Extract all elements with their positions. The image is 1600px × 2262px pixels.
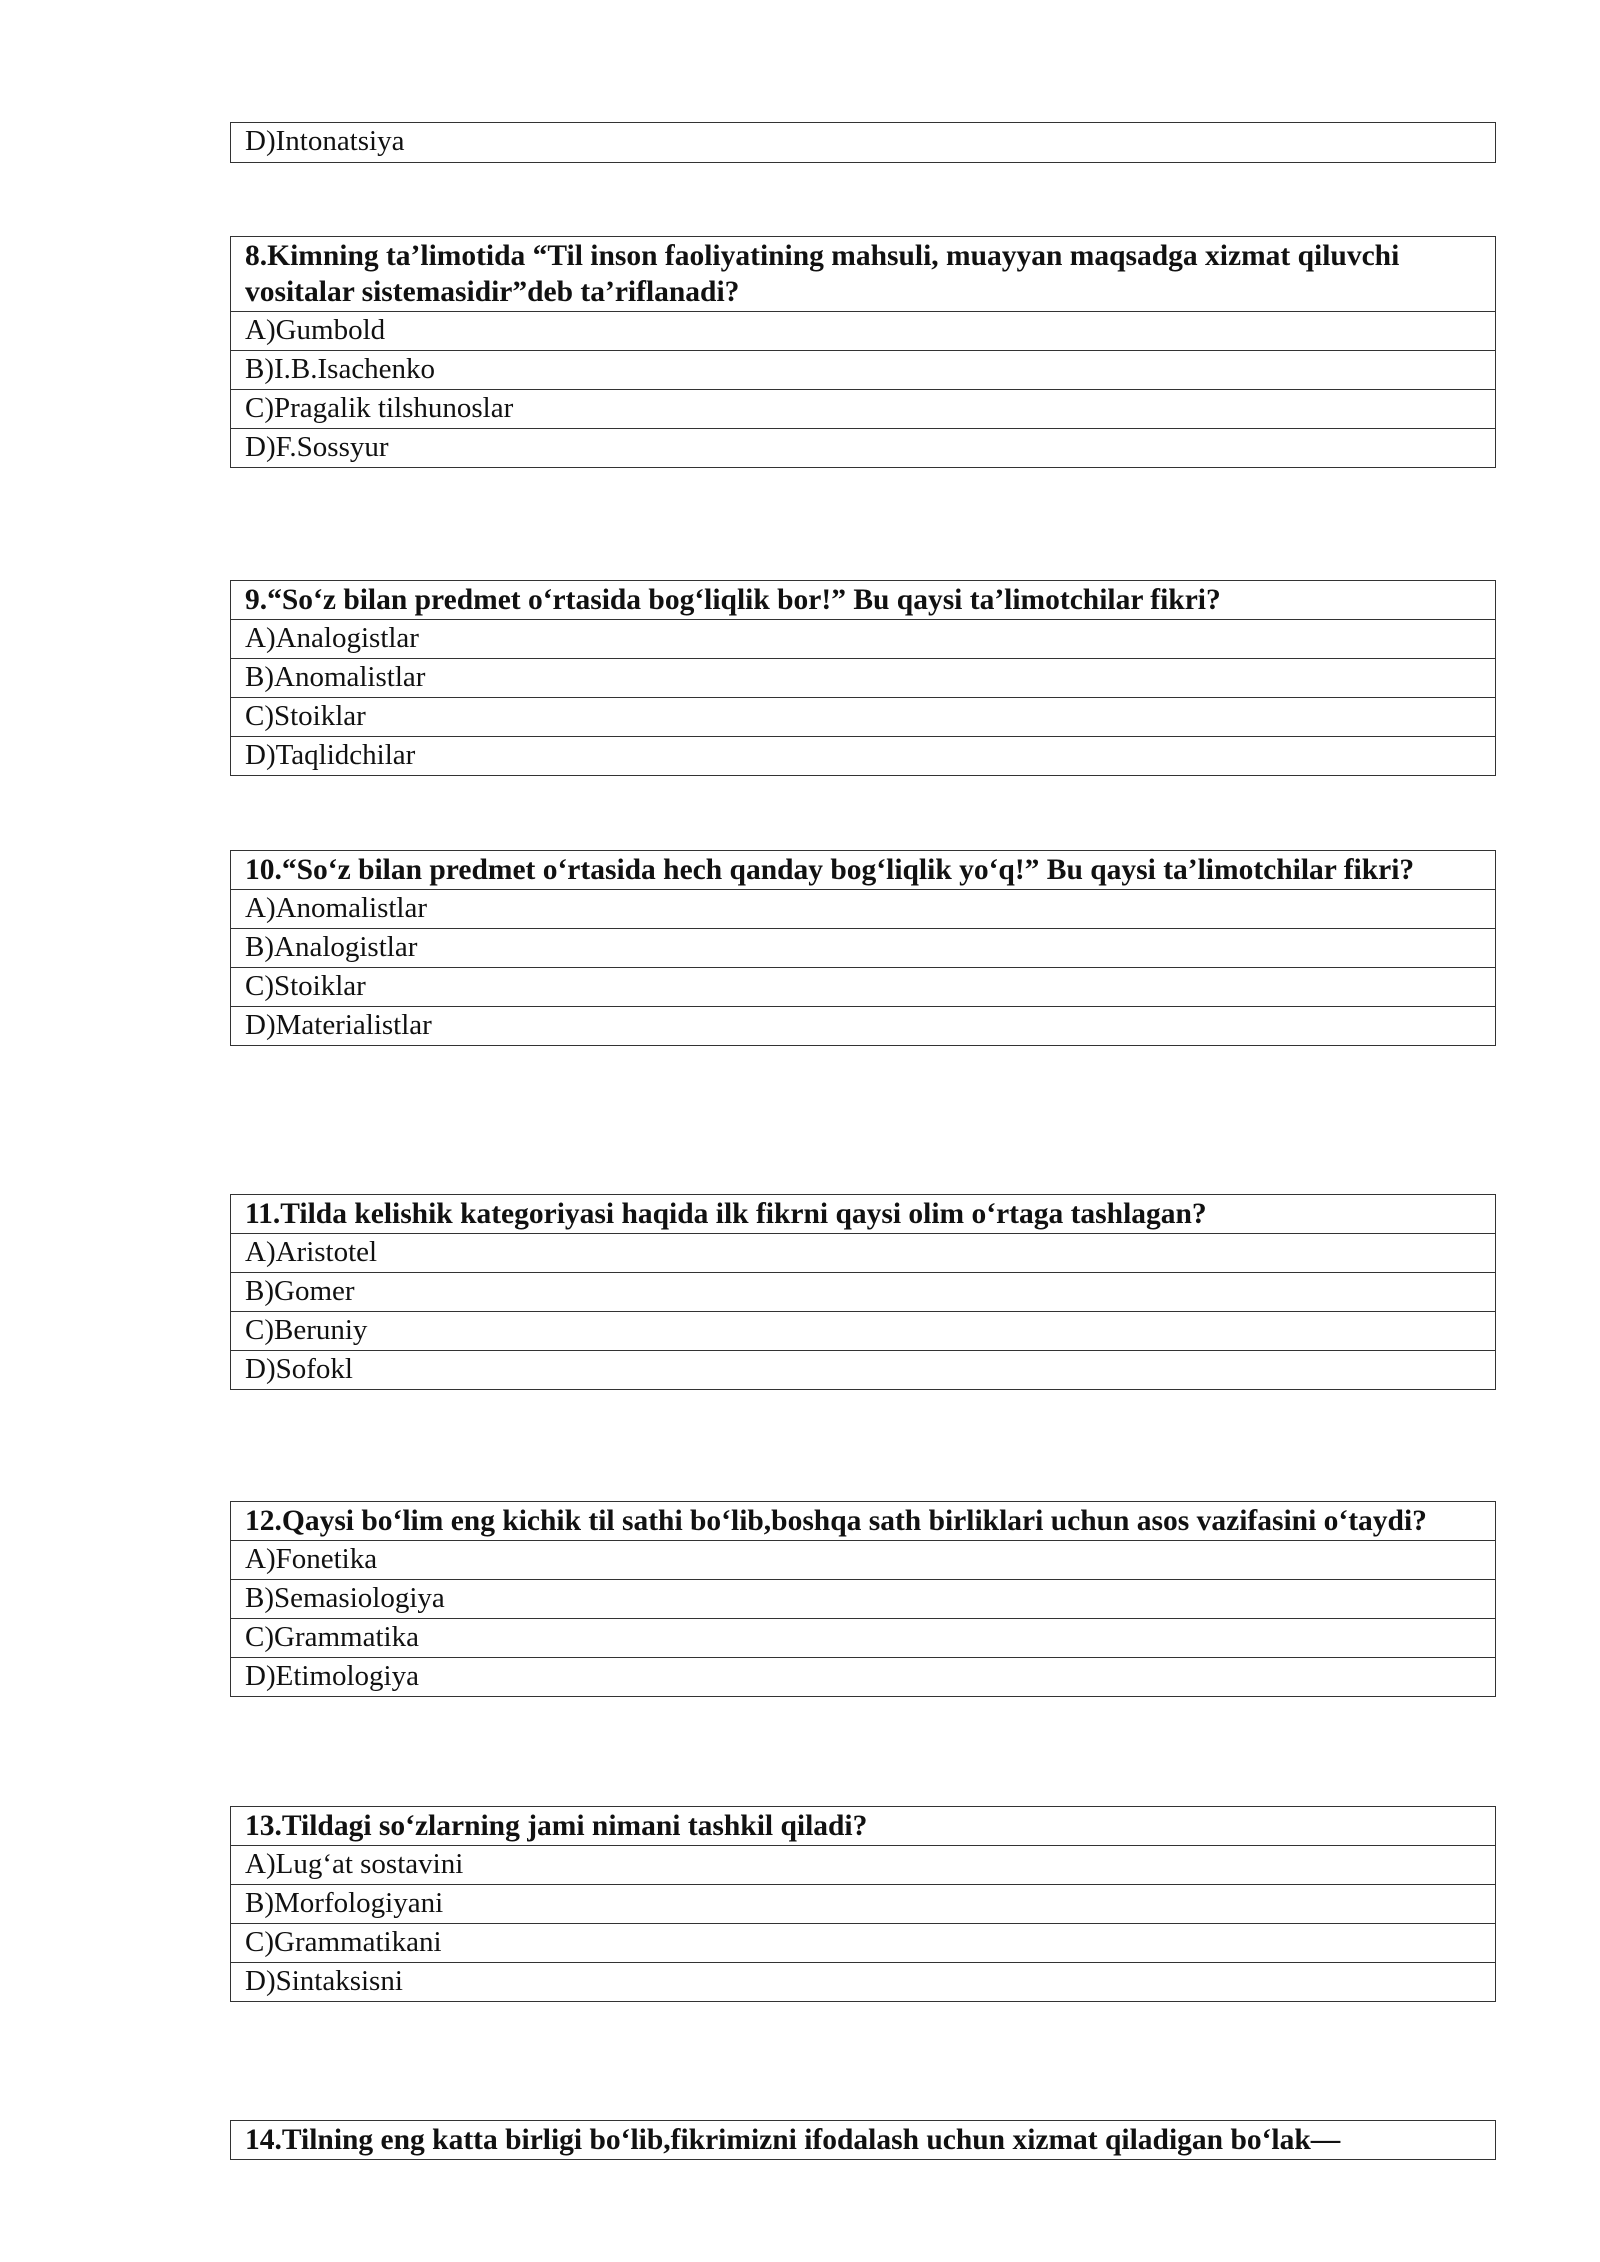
- option-b: B)Gomer: [231, 1272, 1495, 1311]
- option-d: D)Materialistlar: [231, 1006, 1495, 1045]
- option-a: A)Lug‘at sostavini: [231, 1845, 1495, 1884]
- question-11-table: [230, 1194, 1496, 1390]
- option-d: D)Sofokl: [231, 1350, 1495, 1389]
- question-text: 12.Qaysi bo‘lim eng kichik til sathi bo‘lib,boshqa sath birliklari uchun asos vazifasini o‘taydi?: [245, 1505, 1427, 1537]
- question-text: 14.Tilning eng katta birligi bo‘lib,fikrimizni ifodalash uchun xizmat qiladigan bo‘lak—: [245, 2124, 1341, 2156]
- option-c: C)Grammatika: [231, 1618, 1495, 1657]
- option-a: A)Gumbold: [231, 311, 1495, 350]
- question-12-table: [230, 1501, 1496, 1697]
- question-text: 9.“So‘z bilan predmet o‘rtasida bog‘liqlik bor!” Bu qaysi ta’limotchilar fikri?: [245, 584, 1221, 616]
- question-9-table: [230, 580, 1496, 776]
- option-a: A)Aristotel: [231, 1233, 1495, 1272]
- option-d: D)Sintaksisni: [231, 1962, 1495, 2001]
- option-b: B)Anomalistlar: [231, 658, 1495, 697]
- option-c: C)Beruniy: [231, 1311, 1495, 1350]
- option-a: A)Fonetika: [231, 1540, 1495, 1579]
- option-b: B)I.B.Isachenko: [231, 350, 1495, 389]
- question-text: 11.Tilda kelishik kategoriyasi haqida ilk fikrni qaysi olim o‘rtaga tashlagan?: [245, 1198, 1207, 1230]
- question-text: 8.Kimning ta’limotida “Til inson faoliyatining mahsuli, muayyan maqsadga xizmat qiluvchi vositalar sistemasidir”deb ta’riflanadi?: [245, 240, 1400, 308]
- option-d: D)Intonatsiya: [245, 125, 405, 157]
- option-b: B)Semasiologiya: [231, 1579, 1495, 1618]
- question-13-table: [230, 1806, 1496, 2002]
- option-b: B)Morfologiyani: [231, 1884, 1495, 1923]
- option-c: C)Grammatikani: [231, 1923, 1495, 1962]
- option-d: D)F.Sossyur: [231, 428, 1495, 467]
- option-b: B)Analogistlar: [231, 928, 1495, 967]
- option-c: C)Stoiklar: [231, 697, 1495, 736]
- option-c: C)Pragalik tilshunoslar: [231, 389, 1495, 428]
- option-d: D)Etimologiya: [231, 1657, 1495, 1696]
- question-8-table: [230, 236, 1496, 468]
- question-7-table: [230, 122, 1496, 163]
- question-text: 13.Tildagi so‘zlarning jami nimani tashkil qiladi?: [245, 1810, 868, 1842]
- option-d: D)Taqlidchilar: [231, 736, 1495, 775]
- question-10-table: [230, 850, 1496, 1046]
- option-a: A)Analogistlar: [231, 619, 1495, 658]
- question-14-table: [230, 2120, 1496, 2160]
- option-a: A)Anomalistlar: [231, 889, 1495, 928]
- option-c: C)Stoiklar: [231, 967, 1495, 1006]
- question-text: 10.“So‘z bilan predmet o‘rtasida hech qanday bog‘liqlik yo‘q!” Bu qaysi ta’limotchilar fikri?: [245, 854, 1415, 886]
